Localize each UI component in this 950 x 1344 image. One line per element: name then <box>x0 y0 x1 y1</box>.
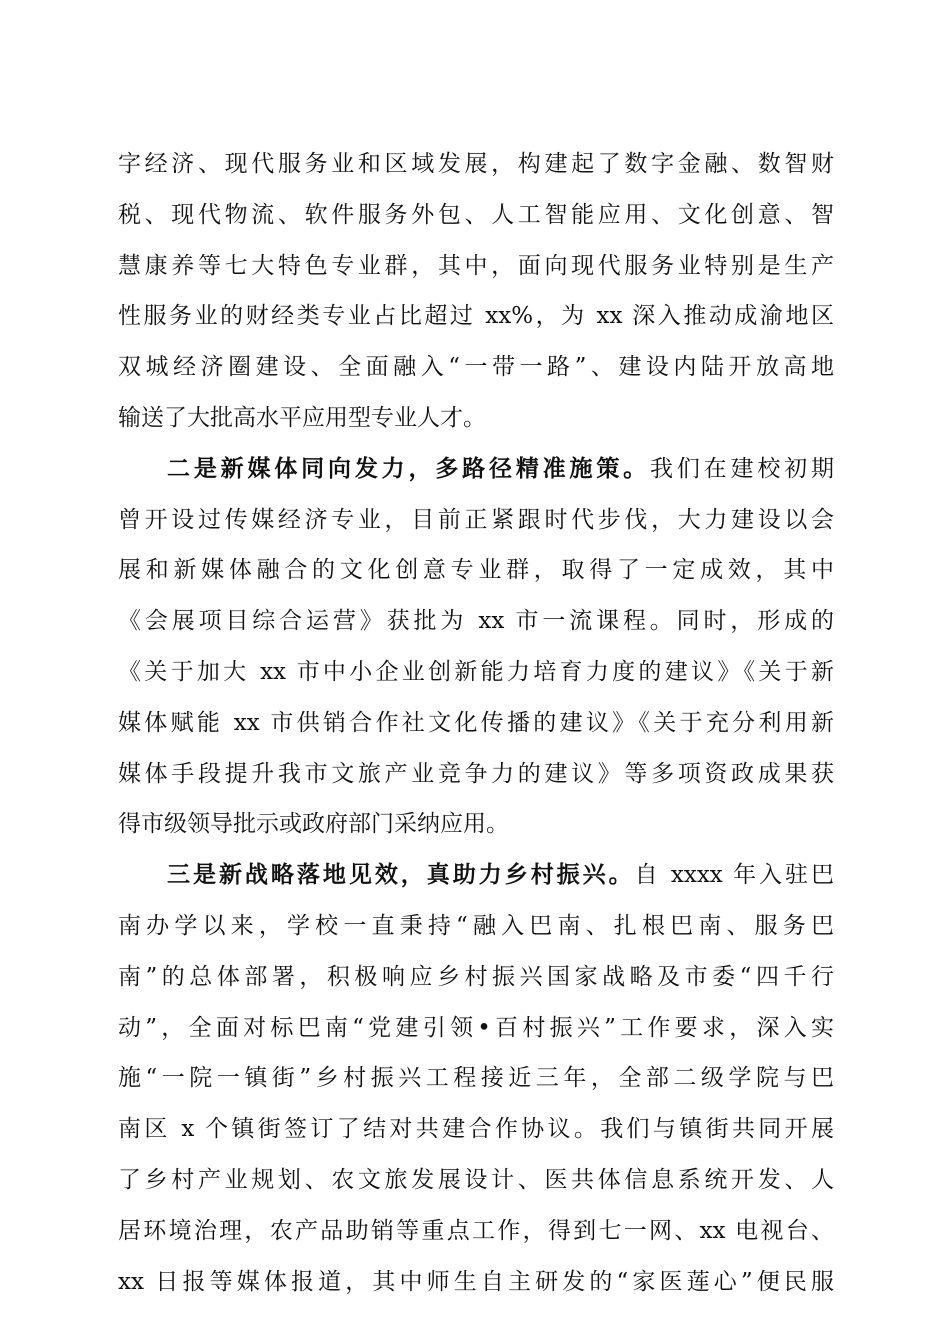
paragraph-2-line-3: 展和新媒体融合的文化创意专业群，取得了一定成效，其中 <box>118 557 834 584</box>
paragraph-3-line-5: 施“一院一镇街”乡村振兴工程接近三年，全部二级学院与巴 <box>118 1065 834 1092</box>
paragraph-2-line-6: 媒体赋能 xx 市供销合作社文化传播的建议》《关于充分利用新 <box>118 709 834 736</box>
paragraph-3-heading: 三是新战略落地见效，真助力乡村振兴。 <box>167 861 635 889</box>
paragraph-2-line-5: 《关于加大 xx 市中小企业创新能力培育力度的建议》《关于新 <box>118 658 834 685</box>
paragraph-2-line-8: 得市级领导批示或政府部门采纳应用。 <box>118 811 509 838</box>
paragraph-2-line-4: 《会展项目综合运营》获批为 xx 市一流课程。同时，形成的 <box>118 608 834 635</box>
paragraph-2-heading: 二是新媒体同向发力，多路径精准施策。 <box>167 454 650 482</box>
paragraph-2-line-2: 曾开设过传媒经济专业，目前正紧跟时代步伐，大力建设以会 <box>118 506 834 533</box>
document-body <box>118 139 834 1307</box>
paragraph-1-line-3: 慧康养等七大特色专业群，其中，面向现代服务业特别是生产 <box>118 252 834 279</box>
paragraph-3-line-4: 动”，全面对标巴南“党建引领•百村振兴”工作要求，深入实 <box>118 1014 834 1041</box>
paragraph-2-line-1 <box>118 444 834 495</box>
paragraph-1-line-2: 税、现代物流、软件服务外包、人工智能应用、文化创意、智 <box>118 201 834 228</box>
paragraph-3-line-6: 南区 x 个镇街签订了结对共建合作协议。我们与镇街共同开展 <box>118 1116 834 1143</box>
paragraph-3-line-9: xx 日报等媒体报道，其中师生自主研发的“家医莲心”便民服 <box>118 1268 834 1295</box>
paragraph-1-line-6: 输送了大批高水平应用型专业人才。 <box>118 404 486 431</box>
paragraph-3-line-7: 了乡村产业规划、农文旅发展设计、医共体信息系统开发、人 <box>118 1166 834 1193</box>
paragraph-2-line-7: 媒体手段提升我市文旅产业竞争力的建议》等多项资政成果获 <box>118 760 834 787</box>
paragraph-3-line-3: 南”的总体部署，积极响应乡村振兴国家战略及市委“四千行 <box>118 963 834 990</box>
paragraph-3-line-1-text: 自 xxxx 年入驻巴 <box>634 862 834 889</box>
paragraph-3-line-8: 居环境治理，农产品助销等重点工作，得到七一网、xx 电视台、 <box>118 1217 834 1244</box>
paragraph-3-line-2: 南办学以来，学校一直秉持“融入巴南、扎根巴南、服务巴 <box>118 912 834 939</box>
paragraph-3-line-1 <box>118 850 834 901</box>
paragraph-1-line-5: 双城经济圈建设、全面融入“一带一路”、建设内陆开放高地 <box>118 354 834 381</box>
paragraph-1-line-4: 性服务业的财经类专业占比超过 xx%，为 xx 深入推动成渝地区 <box>118 303 834 330</box>
paragraph-1-line-1: 字经济、现代服务业和区域发展，构建起了数字金融、数智财 <box>118 151 834 177</box>
paragraph-2-line-1-text: 我们在建校初期 <box>650 455 834 482</box>
